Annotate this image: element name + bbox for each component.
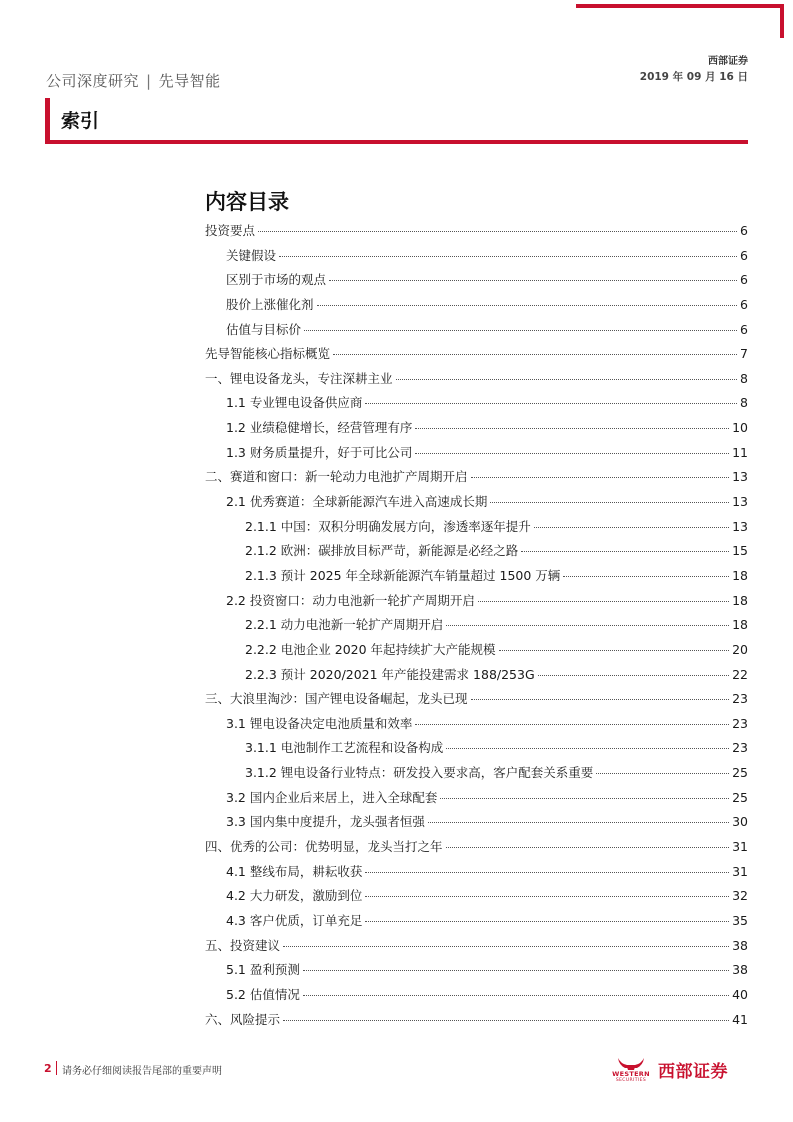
page-number: 2 xyxy=(44,1062,52,1075)
logo-text-en: WESTERN xyxy=(612,1070,650,1078)
toc-entry[interactable] xyxy=(205,665,748,690)
toc-entry[interactable] xyxy=(205,837,748,862)
top-corner-rule xyxy=(576,4,784,8)
toc-leader xyxy=(329,280,737,281)
toc-page: 31 xyxy=(732,839,748,855)
toc-entry[interactable] xyxy=(205,369,748,394)
toc-entry[interactable] xyxy=(205,295,748,320)
toc-label: 1.3 财务质量提升，好于可比公司 xyxy=(226,444,413,460)
toc-label: 3.1.2 锂电设备行业特点：研发投入要求高，客户配套关系重要 xyxy=(245,765,594,781)
toc-entry[interactable] xyxy=(205,320,748,345)
toc-leader xyxy=(596,773,729,774)
toc-label: 5.1 盈利预测 xyxy=(226,962,300,978)
toc-label: 3.1.1 电池制作工艺流程和设备构成 xyxy=(245,740,444,756)
toc-entry[interactable] xyxy=(205,566,748,591)
toc-leader xyxy=(490,502,729,503)
toc-page: 25 xyxy=(732,765,748,781)
report-date: 2019 年 09 月 16 日 xyxy=(639,71,748,83)
index-rule xyxy=(45,140,748,144)
toc-label: 2.2.1 动力电池新一轮扩产周期开启 xyxy=(245,617,444,633)
toc-label: 5.2 估值情况 xyxy=(226,986,300,1002)
toc-entry[interactable] xyxy=(205,763,748,788)
toc-page: 41 xyxy=(732,1011,748,1027)
toc-entry[interactable] xyxy=(205,1010,748,1035)
toc-entry[interactable] xyxy=(205,886,748,911)
table-of-contents xyxy=(205,221,748,1034)
toc-page: 35 xyxy=(732,912,748,928)
footer-disclaimer: 请务必仔细阅读报告尾部的重要声明 xyxy=(62,1066,222,1077)
toc-entry[interactable] xyxy=(205,393,748,418)
toc-page: 13 xyxy=(732,494,748,510)
logo-text-cn: 西部证券 xyxy=(658,1062,728,1082)
toc-page: 6 xyxy=(740,223,748,238)
toc-leader xyxy=(303,995,729,996)
toc-page: 23 xyxy=(732,740,748,756)
toc-label: 4.3 客户优质，订单充足 xyxy=(226,912,363,928)
toc-page: 18 xyxy=(732,592,748,608)
toc-entry[interactable] xyxy=(205,985,748,1010)
company-logo xyxy=(608,1055,748,1085)
toc-label: 4.1 整线布局，耕耘收获 xyxy=(226,863,363,879)
toc-leader xyxy=(317,305,738,306)
toc-page: 13 xyxy=(732,518,748,534)
toc-page: 18 xyxy=(732,567,748,583)
toc-page: 6 xyxy=(740,247,748,263)
toc-leader xyxy=(283,1020,729,1021)
section-label: 公司深度研究 xyxy=(46,72,140,90)
toc-leader xyxy=(534,527,729,528)
header-separator: | xyxy=(146,72,152,90)
toc-leader xyxy=(365,896,729,897)
toc-leader xyxy=(365,921,729,922)
toc-page: 32 xyxy=(732,888,748,904)
company-name: 先导智能 xyxy=(158,72,221,90)
toc-leader xyxy=(446,847,730,848)
toc-leader xyxy=(258,231,737,232)
header-brand: 西部证券 xyxy=(708,56,748,67)
toc-title: 内容目录 xyxy=(205,190,289,214)
toc-leader xyxy=(415,453,729,454)
toc-label: 股价上涨催化剂 xyxy=(226,296,314,312)
toc-entry[interactable] xyxy=(205,689,748,714)
toc-page: 10 xyxy=(732,420,748,436)
toc-page: 22 xyxy=(732,666,748,682)
toc-page: 15 xyxy=(732,543,748,559)
toc-entry[interactable] xyxy=(205,812,748,837)
toc-leader xyxy=(415,428,729,429)
toc-leader xyxy=(365,403,737,404)
toc-leader xyxy=(279,256,737,257)
toc-page: 31 xyxy=(732,863,748,879)
toc-label: 关键假设 xyxy=(226,247,277,263)
toc-page: 18 xyxy=(732,617,748,633)
toc-leader xyxy=(499,650,730,651)
toc-entry[interactable] xyxy=(205,591,748,616)
toc-page: 8 xyxy=(740,370,748,386)
toc-page: 6 xyxy=(740,321,748,337)
toc-label: 2.1.3 预计 2025 年全球新能源汽车销量超过 1500 万辆 xyxy=(245,567,561,583)
index-section-header xyxy=(45,98,748,146)
toc-label: 2.2.3 预计 2020/2021 年产能投建需求 188/253G xyxy=(245,666,535,682)
toc-leader xyxy=(365,872,729,873)
toc-entry[interactable] xyxy=(205,615,748,640)
toc-entry[interactable] xyxy=(205,640,748,665)
toc-page: 6 xyxy=(740,296,748,312)
toc-entry[interactable] xyxy=(205,221,748,246)
toc-entry[interactable] xyxy=(205,517,748,542)
toc-page: 11 xyxy=(732,444,748,460)
toc-entry[interactable] xyxy=(205,270,748,295)
toc-label: 二、赛道和窗口：新一轮动力电池扩产周期开启 xyxy=(205,469,468,485)
toc-leader xyxy=(303,970,729,971)
toc-entry[interactable] xyxy=(205,738,748,763)
toc-entry[interactable] xyxy=(205,467,748,492)
toc-label: 2.1.1 中国：双积分明确发展方向，渗透率逐年提升 xyxy=(245,518,531,534)
toc-page: 23 xyxy=(732,691,748,707)
index-title: 索引 xyxy=(61,110,100,132)
logo-text-en-sub: SECURITIES xyxy=(615,1078,647,1083)
toc-label: 3.3 国内集中度提升，龙头强者恒强 xyxy=(226,814,425,830)
toc-label: 2.1 优秀赛道：全球新能源汽车进入高速成长期 xyxy=(226,494,488,510)
toc-entry[interactable] xyxy=(205,714,748,739)
toc-label: 1.2 业绩稳健增长，经营管理有序 xyxy=(226,420,413,436)
toc-label: 四、优秀的公司：优势明显，龙头当打之年 xyxy=(205,839,443,855)
toc-label: 先导智能核心指标概览 xyxy=(205,346,331,362)
toc-label: 投资要点 xyxy=(205,223,256,238)
toc-label: 2.1.2 欧洲：碳排放目标严苛，新能源是必经之路 xyxy=(245,543,519,559)
toc-page: 7 xyxy=(740,346,748,362)
toc-page: 20 xyxy=(732,641,748,657)
toc-entry[interactable] xyxy=(205,936,748,961)
toc-page: 38 xyxy=(732,937,748,953)
toc-entry[interactable] xyxy=(205,246,748,271)
toc-page: 23 xyxy=(732,715,748,731)
index-accent-bar xyxy=(45,98,50,142)
toc-label: 4.2 大力研发，激励到位 xyxy=(226,888,363,904)
toc-leader xyxy=(471,699,730,700)
toc-label: 六、风险提示 xyxy=(205,1011,281,1027)
toc-leader xyxy=(446,625,729,626)
toc-entry[interactable] xyxy=(205,418,748,443)
toc-label: 三、大浪里淘沙：国产锂电设备崛起，龙头已现 xyxy=(205,691,468,707)
toc-entry[interactable] xyxy=(205,788,748,813)
toc-label: 五、投资建议 xyxy=(205,937,281,953)
toc-label: 2.2 投资窗口：动力电池新一轮扩产周期开启 xyxy=(226,592,475,608)
toc-leader xyxy=(440,798,729,799)
toc-entry[interactable] xyxy=(205,960,748,985)
toc-leader xyxy=(538,675,729,676)
toc-leader xyxy=(283,946,729,947)
toc-label: 区别于市场的观点 xyxy=(226,272,327,288)
toc-label: 估值与目标价 xyxy=(226,321,302,337)
toc-entry[interactable] xyxy=(205,541,748,566)
report-header xyxy=(46,70,221,91)
footer-separator xyxy=(56,1061,57,1075)
top-corner-rule-vertical xyxy=(780,4,784,38)
toc-leader xyxy=(304,330,737,331)
toc-label: 2.2.2 电池企业 2020 年起持续扩大产能规模 xyxy=(245,641,496,657)
toc-leader xyxy=(521,551,729,552)
toc-entry[interactable] xyxy=(205,344,748,369)
toc-leader xyxy=(415,724,729,725)
toc-label: 一、锂电设备龙头，专注深耕主业 xyxy=(205,370,393,386)
toc-page: 30 xyxy=(732,814,748,830)
toc-leader xyxy=(471,477,730,478)
toc-page: 13 xyxy=(732,469,748,485)
toc-page: 40 xyxy=(732,986,748,1002)
toc-page: 25 xyxy=(732,789,748,805)
toc-leader xyxy=(478,601,729,602)
toc-label: 3.1 锂电设备决定电池质量和效率 xyxy=(226,715,413,731)
toc-page: 38 xyxy=(732,962,748,978)
toc-entry[interactable] xyxy=(205,443,748,468)
toc-leader xyxy=(396,379,738,380)
toc-page: 6 xyxy=(740,272,748,288)
toc-label: 3.2 国内企业后来居上，进入全球配套 xyxy=(226,789,438,805)
toc-entry[interactable] xyxy=(205,492,748,517)
toc-leader xyxy=(333,354,737,355)
toc-leader xyxy=(428,822,729,823)
toc-page: 8 xyxy=(740,395,748,411)
toc-leader xyxy=(563,576,729,577)
toc-entry[interactable] xyxy=(205,911,748,936)
toc-entry[interactable] xyxy=(205,862,748,887)
toc-leader xyxy=(446,748,729,749)
toc-label: 1.1 专业锂电设备供应商 xyxy=(226,395,363,411)
